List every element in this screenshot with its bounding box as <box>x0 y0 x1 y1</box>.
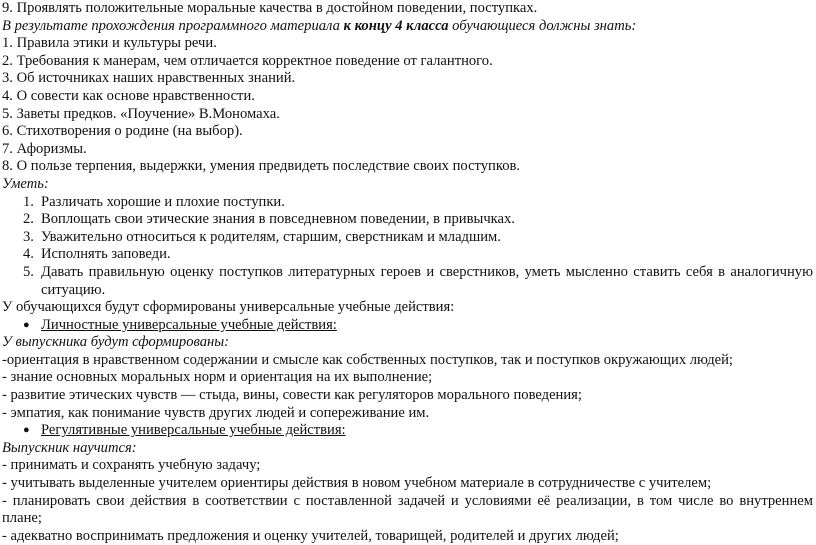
know-item-5: 5. Заветы предков. «Поучение» В.Мономаха. <box>2 105 280 122</box>
regulative-item-3: - планировать свои действия в соответствии с поставленной задачей и условиями её реализации, в том числе во внутреннем плане; <box>2 492 813 527</box>
bullet-personal-text: Личностные универсальные учебные действия: <box>41 316 337 333</box>
intro-grade: к концу 4 класса <box>343 17 449 34</box>
bullet-regulative <box>2 422 813 440</box>
graduate-formed-heading: У выпускника будут сформированы: <box>2 334 230 351</box>
can-num: 3. <box>23 228 34 245</box>
intro-part-c: обучающиеся должны знать: <box>448 17 637 34</box>
can-item-1 <box>2 194 813 212</box>
bullet-regulative-text: Регулятивные универсальные учебные действия: <box>41 422 346 439</box>
bullet-glyph: ● <box>23 318 30 331</box>
can-item-3 <box>2 229 813 247</box>
bullet-personal <box>2 317 813 335</box>
can-text: Исполнять заповеди. <box>41 246 171 263</box>
know-item-7: 7. Афоризмы. <box>2 140 87 157</box>
can-text: Воплощать свои этические знания в повседневном поведении, в привычках. <box>41 211 515 228</box>
can-num: 5. <box>23 263 34 280</box>
regulative-item-2: - учитывать выделенные учителем ориентиры действия в новом учебном материале в сотрудничестве с учителем; <box>2 475 712 492</box>
know-item-2: 2. Требования к манерам, чем отличается корректное поведение от галантного. <box>2 52 493 69</box>
intro-part-a: В результате прохождения программного материала <box>2 17 344 34</box>
personal-item-2: - знание основных моральных норм и ориентация на их выполнение; <box>2 369 433 386</box>
personal-item-3: - развитие этических чувств — стыда, вины, совести как регуляторов морального поведения; <box>2 387 582 404</box>
can-num: 1. <box>23 193 34 210</box>
can-text: Давать правильную оценку поступков литературных героев и сверстников, уметь мысленно ставить себя в аналогичную ситуацию. <box>41 263 813 298</box>
can-item-4 <box>2 246 813 264</box>
item-9: 9. Проявлять положительные моральные качества в достойном поведении, поступках. <box>2 0 538 16</box>
know-item-3: 3. Об источниках наших нравственных знаний. <box>2 70 296 87</box>
regulative-item-1: - принимать и сохранять учебную задачу; <box>2 457 261 474</box>
know-item-1: 1. Правила этики и культуры речи. <box>2 35 217 52</box>
can-text: Различать хорошие и плохие поступки. <box>41 193 285 210</box>
bullet-glyph: ● <box>23 424 30 437</box>
can-num: 2. <box>23 211 34 228</box>
know-item-4: 4. О совести как основе нравственности. <box>2 87 255 104</box>
personal-item-4: - эмпатия, как понимание чувств других людей и сопереживание им. <box>2 404 430 421</box>
graduate-learn-heading: Выпускник научится: <box>2 439 137 456</box>
regulative-item-4: - адекватно воспринимать предложения и оценку учителей, товарищей, родителей и других людей; <box>2 527 619 544</box>
uud-intro: У обучающихся будут сформированы универсальные учебные действия: <box>2 299 455 316</box>
can-num: 4. <box>23 246 34 263</box>
know-item-8: 8. О пользе терпения, выдержки, умения предвидеть последствие своих поступков. <box>2 158 521 175</box>
can-heading: Уметь: <box>2 175 49 192</box>
intro-line <box>2 18 813 36</box>
personal-item-1: -ориентация в нравственном содержании и смысле как собственных поступков, так и поступков окружающих людей; <box>2 351 733 368</box>
know-item-6: 6. Стихотворения о родине (на выбор). <box>2 123 243 140</box>
can-item-2 <box>2 211 813 229</box>
can-text: Уважительно относиться к родителям, старшим, сверстникам и младшим. <box>41 228 501 245</box>
can-item-5 <box>2 264 813 299</box>
